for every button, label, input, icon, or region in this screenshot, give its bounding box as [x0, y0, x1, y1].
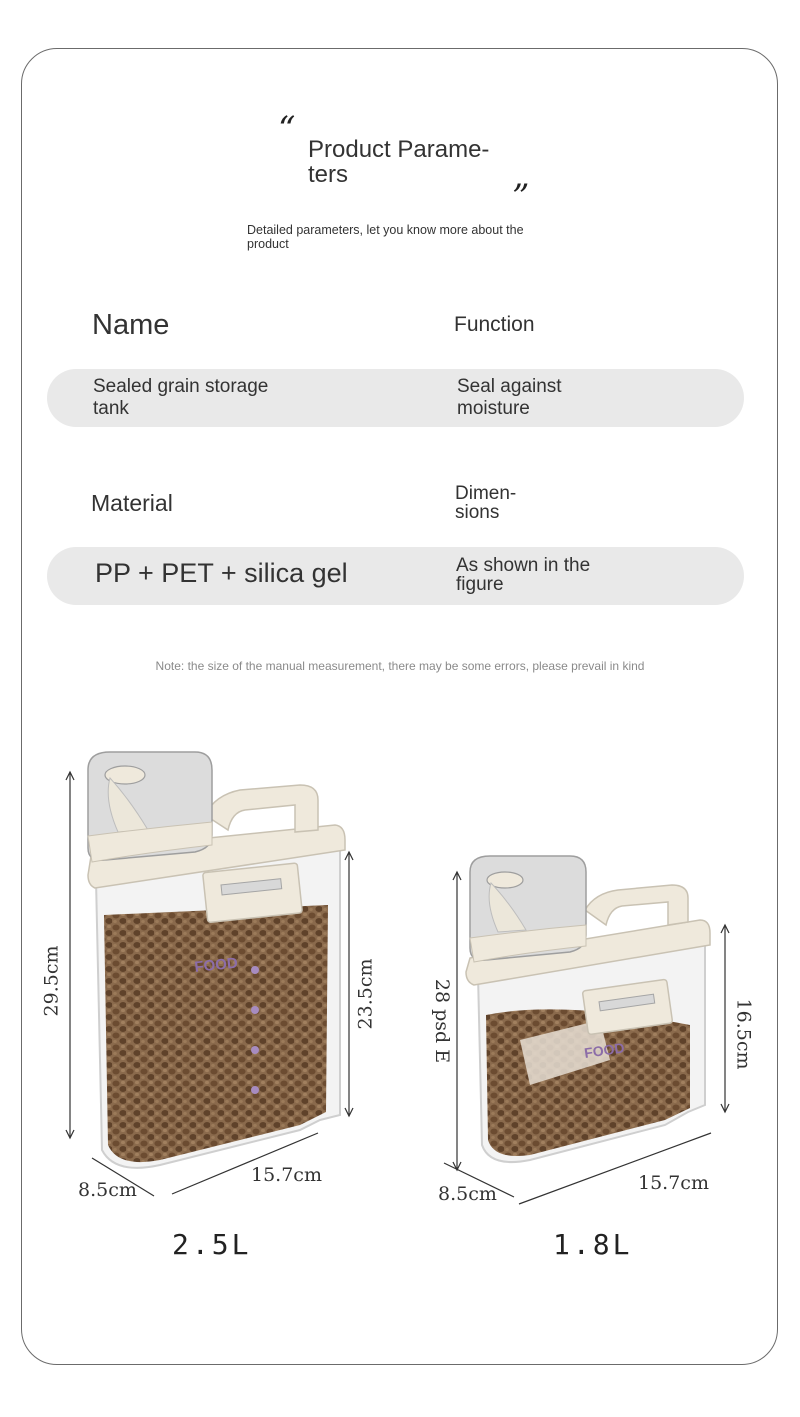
height-body-large: 23.5cm	[354, 958, 377, 1030]
dimensions-value: As shown in the figure	[456, 555, 591, 595]
open-quote-mark: “	[278, 109, 296, 149]
container-large-clasp	[203, 863, 303, 923]
close-quote-mark: ”	[512, 177, 530, 217]
volume-small: 1.8L	[553, 1228, 633, 1261]
volume-large: 2.5L	[172, 1228, 252, 1261]
container-large-handle	[205, 785, 318, 832]
name-value: Sealed grain storage tank	[93, 376, 269, 419]
food-label-small: FOOD	[583, 1039, 626, 1061]
container-large	[88, 752, 345, 1168]
depth-large: 8.5cm	[78, 1179, 137, 1201]
name-label: Name	[92, 309, 170, 341]
measurement-note: Note: the size of the manual measurement, there may be some errors, please prevail in kind	[155, 659, 645, 673]
height-total-small: 28 psd E	[431, 978, 454, 1064]
dimensions-label: Dimen-sions	[455, 483, 517, 523]
function-value: Seal against moisture	[457, 376, 562, 419]
page-title: Product Parame-ters	[308, 136, 490, 188]
height-body-small: 16.5cm	[732, 998, 755, 1070]
function-label: Function	[454, 313, 535, 336]
width-large: 15.7cm	[251, 1164, 322, 1186]
container-small	[466, 856, 710, 1162]
food-label-large: FOOD	[193, 954, 239, 976]
container-small-handle	[585, 885, 688, 925]
container-large-food	[104, 905, 328, 1162]
page-subtitle: Detailed parameters, let you know more about the product	[247, 223, 524, 251]
depth-small: 8.5cm	[438, 1183, 497, 1205]
width-small: 15.7cm	[638, 1172, 709, 1194]
material-label: Material	[91, 490, 173, 516]
height-total-large: 29.5cm	[40, 945, 63, 1017]
material-value: PP + PET + silica gel	[95, 558, 348, 588]
